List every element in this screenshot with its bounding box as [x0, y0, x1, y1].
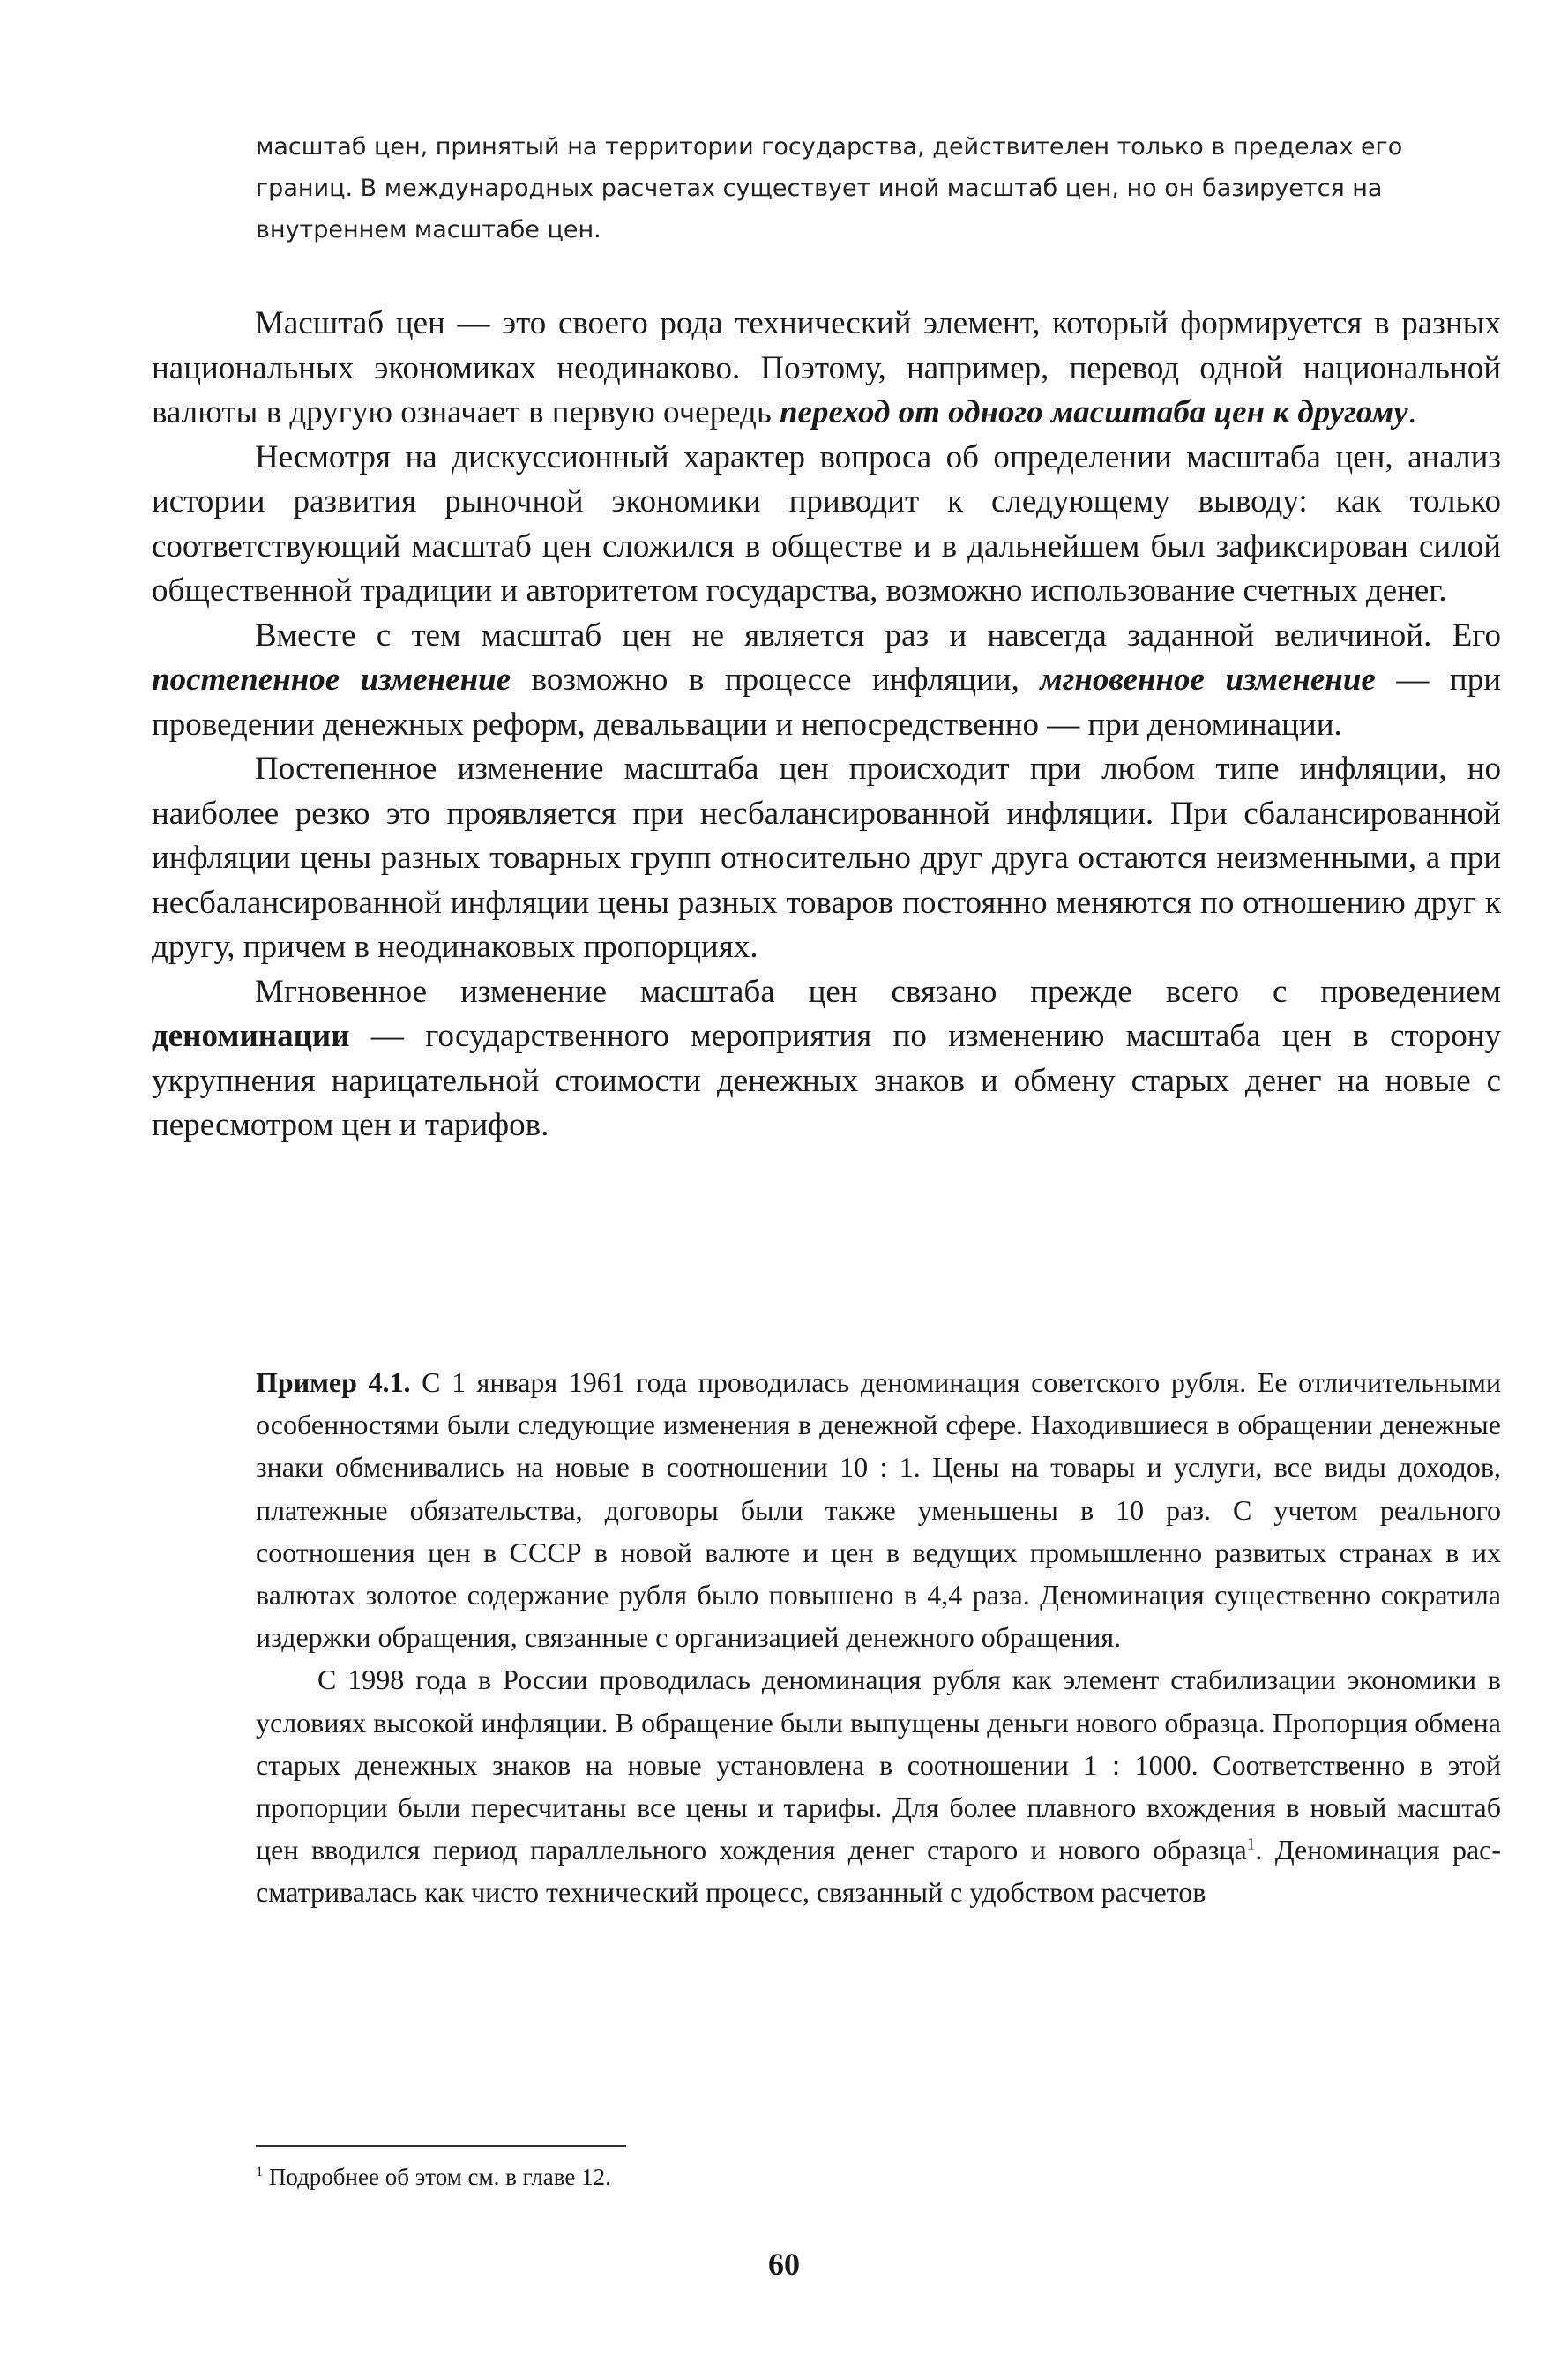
emphasis-denomination: деноминации [152, 1018, 350, 1054]
paragraph-end: — при проведении денежных реформ, девальвации и непосредственно — при деноминации. [152, 662, 1501, 743]
example-paragraph-1998 [256, 1658, 1501, 1913]
emphasis-instant: мгновенное изменение [1040, 662, 1376, 698]
paragraph-gradual-change: Постепенное изменение масштаба цен происходит при любом типе инфляции, но наиболее резко это проявляется при несбалансированной инфляции. При сбалансированной инфляции цены разных товарных групп относительно друг друга остаются неизменными, а при несбалансированной инфляции цены разных товаров постоянно меняются по отношению друг к другу, причем в неодинаковых пропорциях. [152, 751, 1501, 965]
paragraph-discussion: Несмотря на дискуссионный характер вопроса об определении масштаба цен, анализ истории развития рыночной экономики приводит к следующему выводу: как только соответствующий масштаб цен сложился в обществе и в дальнейшем был зафиксирован силой общественной традиции и авторитетом государства, возможно использование счетных денег. [152, 438, 1501, 609]
intro-continuation [256, 126, 1501, 251]
footnote-reference[interactable]: 1 [1246, 1835, 1256, 1854]
intro-paragraph: масштаб цен, принятый на территории государства, действителен только в пределах его границ. В международных расчетах существует иной масштаб цен, но он базируется на внутреннем масштабе цен. [256, 133, 1403, 243]
paragraph-text: Вместе с тем масштаб цен не является раз и навсегда заданной величиной. Его [255, 617, 1501, 654]
footnote-marker: 1 [256, 2164, 264, 2180]
example-label: Пример 4.1. [256, 1366, 411, 1398]
example-block [256, 1361, 1501, 1914]
paragraph-end: . [1407, 394, 1416, 430]
footnote-text: Подробнее об этом см. в главе 12. [263, 2164, 611, 2190]
emphasis-gradual: постепенное изменение [152, 662, 511, 698]
example-text: С 1 января 1961 года проводилась деноминация советского рубля. Ее отличительными особенностями были следующие изменения в денежной сфере. Находившиеся в обращении денежные знаки обменивались на новые в соотношении 10 : 1. Цены на товары и услуги, все виды доходов, платежные обязательства, договоры были также уменьшены в 10 раз. С учетом реального соотношения цен в СССР в новой валюте и цен в ведущих промышленно развитых странах в их валютах золотое содержание рубля было повышено в 4,4 раза. Деноминация существенно сократила издержки обращения, связанные с организацией денежного обращения. [256, 1366, 1502, 1654]
paragraph-text: Мгновенное изменение масштаба цен связано прежде всего с проведением [255, 973, 1501, 1010]
paragraph-end: — государственного мероприятия по изменению масштаба цен в сторону укрупнения нарицательной стоимости денежных знаков и обмену старых денег на новые с пересмотром цен и тарифов. [152, 1018, 1501, 1143]
example-text-end: . Деноминация рассматривалась как чисто технический процесс, связанный с удобством расчетов [256, 1834, 1502, 1909]
example-paragraph-1961 [256, 1361, 1501, 1658]
paragraph-change-types [152, 614, 1501, 748]
paragraph-text: Масштаб цен — это своего рода технический элемент, который формируется в разных национальных экономиках неодинаково. Поэтому, например, перевод одной национальной валюты в другую означает в первую очередь [152, 305, 1501, 430]
footnote [256, 2161, 1138, 2193]
footnote-divider [256, 2145, 626, 2147]
emphasis-text: переход от одного масштаба цен к другому [779, 394, 1408, 430]
paragraph-price-scale [152, 302, 1501, 436]
paragraph-instant-change [152, 970, 1501, 1148]
main-text [152, 302, 1501, 1148]
paragraph-text: возможно в процессе инфляции, [511, 662, 1041, 698]
example-text: С 1998 года в России проводилась деноминация рубля как элемент стабилизации экономики в условиях высокой инфляции. В обращение были выпущены деньги нового образца. Пропорция обмена старых денежных знаков на новые установлена в соотношении 1 : 1000. Соответственно в этой пропорции были пересчитаны все цены и тарифы. Для более плавного вхождения в новый масштаб цен вводился период параллельного хождения денег старого и нового образца [256, 1664, 1501, 1866]
page-number: 60 [768, 2247, 800, 2282]
